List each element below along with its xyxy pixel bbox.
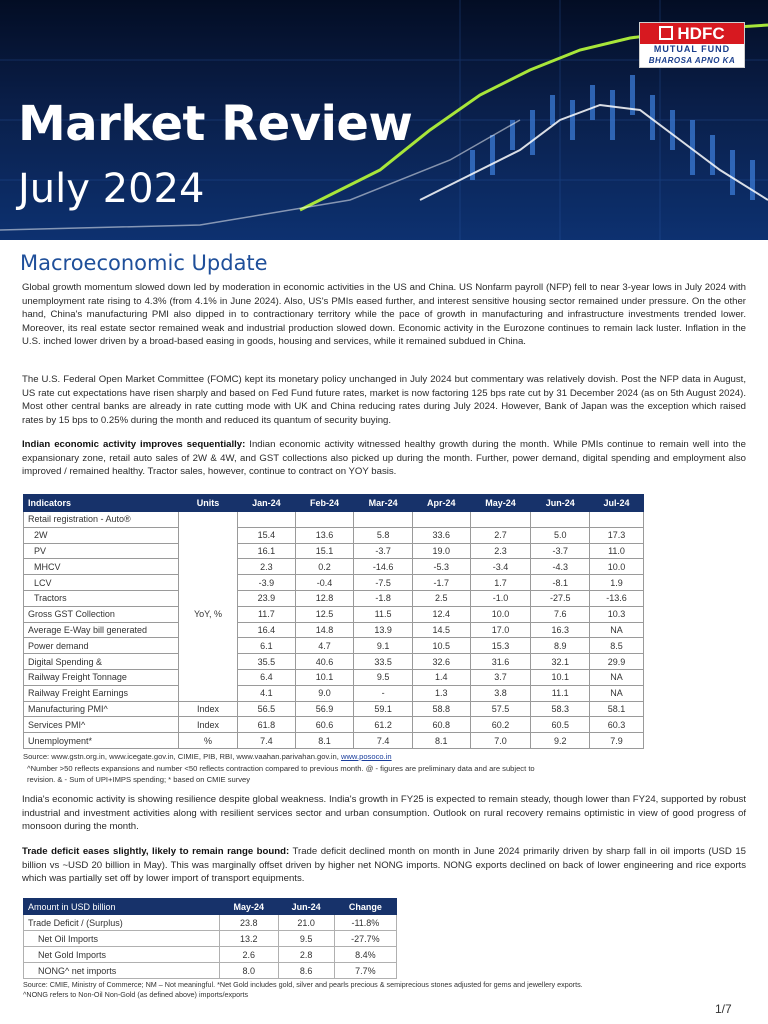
value-cell: 0.2 xyxy=(295,559,354,575)
value-cell: 58.3 xyxy=(531,701,590,717)
table-row xyxy=(24,701,644,717)
value-cell: 9.5 xyxy=(354,669,413,685)
value-cell: 1.4 xyxy=(412,669,470,685)
column-header: Indicators xyxy=(24,495,179,512)
value-cell: -13.6 xyxy=(590,590,644,606)
value-cell: 17.0 xyxy=(470,622,531,638)
value-cell: 7.6 xyxy=(531,606,590,622)
indicator-name: Tractors xyxy=(24,590,179,606)
column-header: May-24 xyxy=(220,899,279,915)
table-row xyxy=(24,685,644,701)
value-cell: 29.9 xyxy=(590,654,644,670)
value-cell: 23.9 xyxy=(238,590,296,606)
column-header: Apr-24 xyxy=(412,495,470,512)
value-cell: 7.0 xyxy=(470,733,531,749)
indicator-name: Services PMI^ xyxy=(24,717,179,733)
page-subtitle: July 2024 xyxy=(18,166,205,212)
table-row xyxy=(24,622,644,638)
indicator-name: PV xyxy=(24,543,179,559)
value-cell: 7.4 xyxy=(354,733,413,749)
value-cell: 60.3 xyxy=(590,717,644,733)
table-row xyxy=(24,590,644,606)
value-cell: NA xyxy=(590,685,644,701)
value-cell: 13.2 xyxy=(220,931,279,947)
column-header: Jun-24 xyxy=(278,899,334,915)
unit-cell: YoY, % xyxy=(179,527,238,701)
indicator-name: Railway Freight Tonnage xyxy=(24,669,179,685)
value-cell: 9.5 xyxy=(278,931,334,947)
value-cell: -3.7 xyxy=(531,543,590,559)
paragraph-trade: Trade deficit eases slightly, likely to remain range bound: Trade deficit declined month on month in June 2024 primarily driven by sharp fall in oil imports (USD 15 billion vs ~USD 20 billion in May). This was marginally offset driven by higher net NONG imports. NONG exports declined on back of lower engineering and rice exports which was partially set off by lower import of transport equipments. xyxy=(22,846,746,885)
value-cell: -7.5 xyxy=(354,575,413,591)
value-cell: 8.9 xyxy=(531,638,590,654)
value-cell: 2.3 xyxy=(470,543,531,559)
value-cell: 6.4 xyxy=(238,669,296,685)
value-cell: 16.3 xyxy=(531,622,590,638)
value-cell: 10.0 xyxy=(470,606,531,622)
paragraph-india-outlook: India's economic activity is showing resilience despite global weakness. India's growth in FY25 is expected to remain steady, though lower than FY24, supported by robust industrial and investment activities along with resilient services sector and urban consumption. Outlook on rural recovery remains optimistic in view of good progress of monsoon during the month. xyxy=(22,794,746,833)
value-cell: 9.1 xyxy=(354,638,413,654)
column-header: Jun-24 xyxy=(531,495,590,512)
indicator-name: Unemployment* xyxy=(24,733,179,749)
value-cell: 19.0 xyxy=(412,543,470,559)
value-cell: 57.5 xyxy=(470,701,531,717)
trade-table xyxy=(23,898,397,979)
value-cell: 7.9 xyxy=(590,733,644,749)
value-cell: 8.4% xyxy=(334,947,396,963)
value-cell: 8.5 xyxy=(590,638,644,654)
value-cell: 56.9 xyxy=(295,701,354,717)
value-cell: 21.0 xyxy=(278,915,334,931)
value-cell: -14.6 xyxy=(354,559,413,575)
value-cell: 33.6 xyxy=(412,527,470,543)
indicator-name: 2W xyxy=(24,527,179,543)
value-cell: 7.4 xyxy=(238,733,296,749)
value-cell: 12.5 xyxy=(295,606,354,622)
table-row xyxy=(24,915,397,931)
paragraph-global: Global growth momentum slowed down led by moderation in economic activities in the US and China. US Nonfarm payroll (NFP) fell to near 3-year lows in July 2024 with unemployment rate rising to 4.3% (from 4.1% in June 2024). Also, US's PMIs eased further, and interest sensitive housing sector remained under pressure. On the other hand, China's manufacturing PMI also dipped in to contractionary territory while the pace of growth in manufacturing and infrastructure investments trended lower. Moreover, its real estate sector remained weak and industrial production slowed down. Economic activity in the Eurozone continues to remain lack luster. Inflation in the U.S. inched lower driven by a broad-based easing in goods, housing and services, while it remained subdued in China. xyxy=(22,282,746,348)
value-cell: 32.6 xyxy=(412,654,470,670)
value-cell: 11.0 xyxy=(590,543,644,559)
value-cell: NA xyxy=(590,622,644,638)
source-note-1: Source: www.gstn.org.in, www.icegate.gov.in, CIMIE, PIB, RBI, www.vaahan.parivahan.gov.in, www.posoco.in ^Number >50 reflects expansions and number <50 reflects contraction compared to previous month. @ - figures are preliminary data and are subject to revision. & - Sum of UPI+IMPS spending; * based on CMIE survey xyxy=(23,752,535,784)
value-cell: -1.7 xyxy=(412,575,470,591)
table-row xyxy=(24,733,644,749)
column-header: Change xyxy=(334,899,396,915)
indicator-name: Average E-Way bill generated xyxy=(24,622,179,638)
indicator-name: Manufacturing PMI^ xyxy=(24,701,179,717)
trade-item-name: Net Gold Imports xyxy=(24,947,220,963)
paragraph-fomc: The U.S. Federal Open Market Committee (FOMC) kept its monetary policy unchanged in July 2024 but commentary was relatively dovish. Post the NFP data in August, US rate cut expectations have risen sharply and based on Fed Fund future rates, market is now factoring 125 bps rate cut by 31 December 2024 (as on 5th August 2024). Most other central banks are already in rate cutting mode with UK and China reducing rates during July 2024. However, Bank of Japan was the exception which raised rates by 15 bps to 0.25% during the month and reduced its quantum of security buying. xyxy=(22,374,746,426)
column-header: Amount in USD billion xyxy=(24,899,220,915)
column-header: Mar-24 xyxy=(354,495,413,512)
logo-tagline: BHAROSA APNO KA xyxy=(648,56,736,65)
value-cell: 10.0 xyxy=(590,559,644,575)
value-cell: 12.8 xyxy=(295,590,354,606)
indicator-name: MHCV xyxy=(24,559,179,575)
value-cell: 2.5 xyxy=(412,590,470,606)
table-row xyxy=(24,543,644,559)
value-cell: 10.1 xyxy=(531,669,590,685)
value-cell: 40.6 xyxy=(295,654,354,670)
value-cell: -5.3 xyxy=(412,559,470,575)
value-cell: -1.8 xyxy=(354,590,413,606)
table-header-row xyxy=(24,495,644,512)
table-row xyxy=(24,947,397,963)
value-cell: 2.6 xyxy=(220,947,279,963)
value-cell: 58.8 xyxy=(412,701,470,717)
value-cell: -11.8% xyxy=(334,915,396,931)
indicator-name: Digital Spending & xyxy=(24,654,179,670)
value-cell: 35.5 xyxy=(238,654,296,670)
value-cell: 3.7 xyxy=(470,669,531,685)
value-cell: -1.0 xyxy=(470,590,531,606)
indicator-name: Gross GST Collection xyxy=(24,606,179,622)
value-cell: 4.7 xyxy=(295,638,354,654)
trade-item-name: NONG^ net imports xyxy=(24,963,220,979)
value-cell: -3.7 xyxy=(354,543,413,559)
value-cell: 60.5 xyxy=(531,717,590,733)
value-cell: 11.1 xyxy=(531,685,590,701)
table-row xyxy=(24,575,644,591)
page-number: 1/7 xyxy=(715,1002,732,1016)
column-header: Jan-24 xyxy=(238,495,296,512)
paragraph-india-activity: Indian economic activity improves sequentially: Indian economic activity witnessed healthy growth during the month. While PMIs continue to remain well into the expansionary zone, retail auto sales of 2W & 4W, and GST collections also picked up during the month. Further, power demand, digital spending and employment also improved / remained healthy. Tractor sales, however, continue to contract on YOY basis. xyxy=(22,439,746,478)
value-cell: 13.9 xyxy=(354,622,413,638)
table-row xyxy=(24,638,644,654)
value-cell: 59.1 xyxy=(354,701,413,717)
value-cell: -8.1 xyxy=(531,575,590,591)
group-label: Retail registration - Auto® xyxy=(24,512,179,528)
column-header: Jul-24 xyxy=(590,495,644,512)
value-cell: 17.3 xyxy=(590,527,644,543)
value-cell: 13.6 xyxy=(295,527,354,543)
value-cell: 12.4 xyxy=(412,606,470,622)
value-cell: 11.5 xyxy=(354,606,413,622)
value-cell: 8.0 xyxy=(220,963,279,979)
indicator-name: Power demand xyxy=(24,638,179,654)
column-header: Units xyxy=(179,495,238,512)
unit-cell: Index xyxy=(179,717,238,733)
table-row xyxy=(24,963,397,979)
value-cell: 15.4 xyxy=(238,527,296,543)
value-cell: -4.3 xyxy=(531,559,590,575)
value-cell: 5.8 xyxy=(354,527,413,543)
value-cell: 16.4 xyxy=(238,622,296,638)
value-cell: 14.8 xyxy=(295,622,354,638)
value-cell: 61.8 xyxy=(238,717,296,733)
value-cell: 15.3 xyxy=(470,638,531,654)
value-cell: 32.1 xyxy=(531,654,590,670)
table-row xyxy=(24,512,644,528)
value-cell: 23.8 xyxy=(220,915,279,931)
hdfc-logo xyxy=(639,22,745,68)
source-note-2: Source: CMIE, Ministry of Commerce; NM – Not meaningful. *Net Gold includes gold, silver and pearls precious & semiprecious stones adjusted for gems and jewellery exports. ^NONG refers to Non-Oil Non-Gold (as defined above) imports/exports xyxy=(23,980,583,999)
table-row xyxy=(24,931,397,947)
value-cell: 60.8 xyxy=(412,717,470,733)
value-cell: 31.6 xyxy=(470,654,531,670)
value-cell: 3.8 xyxy=(470,685,531,701)
indicators-table xyxy=(23,494,644,749)
value-cell: 2.8 xyxy=(278,947,334,963)
value-cell: -27.5 xyxy=(531,590,590,606)
value-cell: 14.5 xyxy=(412,622,470,638)
value-cell: 1.9 xyxy=(590,575,644,591)
value-cell: -3.4 xyxy=(470,559,531,575)
value-cell: 2.7 xyxy=(470,527,531,543)
table-row xyxy=(24,654,644,670)
value-cell: 9.0 xyxy=(295,685,354,701)
section-title: Macroeconomic Update xyxy=(20,251,268,275)
table-row xyxy=(24,606,644,622)
indicator-name: LCV xyxy=(24,575,179,591)
value-cell: 2.3 xyxy=(238,559,296,575)
value-cell: 11.7 xyxy=(238,606,296,622)
value-cell: -3.9 xyxy=(238,575,296,591)
value-cell: 61.2 xyxy=(354,717,413,733)
value-cell: 60.6 xyxy=(295,717,354,733)
unit-cell: % xyxy=(179,733,238,749)
indicator-name: Railway Freight Earnings xyxy=(24,685,179,701)
paragraph-heading: Indian economic activity improves sequentially: xyxy=(22,439,246,450)
value-cell: 5.0 xyxy=(531,527,590,543)
paragraph-heading: Trade deficit eases slightly, likely to remain range bound: xyxy=(22,846,290,857)
value-cell: 16.1 xyxy=(238,543,296,559)
logo-mutual-fund: MUTUAL FUND xyxy=(640,44,744,55)
value-cell: 1.3 xyxy=(412,685,470,701)
value-cell: 8.6 xyxy=(278,963,334,979)
table-row xyxy=(24,717,644,733)
value-cell: 58.1 xyxy=(590,701,644,717)
table-row xyxy=(24,527,644,543)
unit-cell: Index xyxy=(179,701,238,717)
value-cell: 6.1 xyxy=(238,638,296,654)
logo-square-icon xyxy=(659,26,673,40)
table-row xyxy=(24,669,644,685)
value-cell: 9.2 xyxy=(531,733,590,749)
table-row xyxy=(24,559,644,575)
page-title: Market Review xyxy=(18,96,413,152)
value-cell: 10.1 xyxy=(295,669,354,685)
logo-brand: HDFC xyxy=(640,23,744,44)
value-cell: 8.1 xyxy=(412,733,470,749)
trade-item-name: Net Oil Imports xyxy=(24,931,220,947)
value-cell: -27.7% xyxy=(334,931,396,947)
value-cell: 1.7 xyxy=(470,575,531,591)
value-cell: - xyxy=(354,685,413,701)
value-cell: 10.3 xyxy=(590,606,644,622)
value-cell: 10.5 xyxy=(412,638,470,654)
value-cell: 60.2 xyxy=(470,717,531,733)
column-header: Feb-24 xyxy=(295,495,354,512)
value-cell: 56.5 xyxy=(238,701,296,717)
value-cell: 4.1 xyxy=(238,685,296,701)
value-cell: 33.5 xyxy=(354,654,413,670)
value-cell: NA xyxy=(590,669,644,685)
header-banner xyxy=(0,0,768,240)
column-header: May-24 xyxy=(470,495,531,512)
trade-item-name: Trade Deficit / (Surplus) xyxy=(24,915,220,931)
value-cell: 15.1 xyxy=(295,543,354,559)
table-header-row xyxy=(24,899,397,915)
posoco-link[interactable]: www.posoco.in xyxy=(340,752,392,761)
value-cell: -0.4 xyxy=(295,575,354,591)
value-cell: 7.7% xyxy=(334,963,396,979)
value-cell: 8.1 xyxy=(295,733,354,749)
